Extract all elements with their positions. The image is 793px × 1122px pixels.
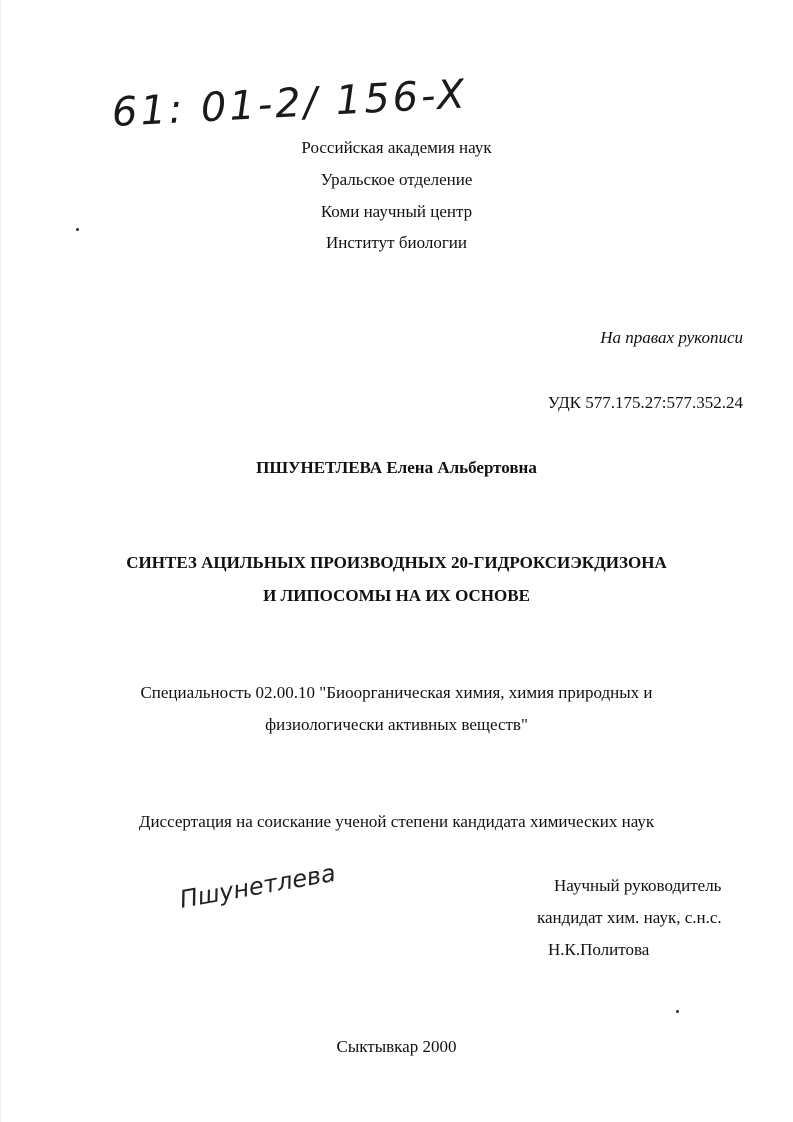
handwritten-archive-code: 61: 01-2/ 156-X	[110, 71, 469, 136]
specialty-line-2: физиологически активных веществ"	[265, 715, 528, 734]
scan-speck	[676, 1010, 679, 1013]
title-line-2: И ЛИПОСОМЫ НА ИХ ОСНОВЕ	[263, 586, 530, 605]
author-signature: Пшунетлева	[177, 858, 338, 914]
header-center: Коми научный центр	[320, 202, 473, 221]
supervisor-degree: кандидат хим. наук, с.н.с.	[537, 908, 722, 927]
manuscript-rights: На правах рукописи	[600, 328, 743, 347]
city-year: Сыктывкар 2000	[336, 1037, 457, 1056]
header-branch: Уральское отделение	[320, 170, 473, 189]
supervisor-role: Научный руководитель	[554, 876, 722, 895]
udc-code: УДК 577.175.27:577.352.24	[547, 393, 743, 412]
author-name: ПШУНЕТЛЕВА Елена Альбертовна	[256, 458, 537, 477]
header-academy: Российская академия наук	[301, 138, 492, 157]
scan-speck	[76, 228, 79, 231]
dissertation-statement: Диссертация на соискание ученой степени кандидата химических наук	[138, 812, 655, 831]
supervisor-name: Н.К.Политова	[548, 940, 650, 959]
specialty-line-1: Специальность 02.00.10 "Биоорганическая химия, химия природных и	[140, 683, 653, 702]
title-line-1: СИНТЕЗ АЦИЛЬНЫХ ПРОИЗВОДНЫХ 20-ГИДРОКСИЭКДИЗОНА	[126, 553, 667, 572]
header-institute: Институт биологии	[325, 233, 467, 252]
